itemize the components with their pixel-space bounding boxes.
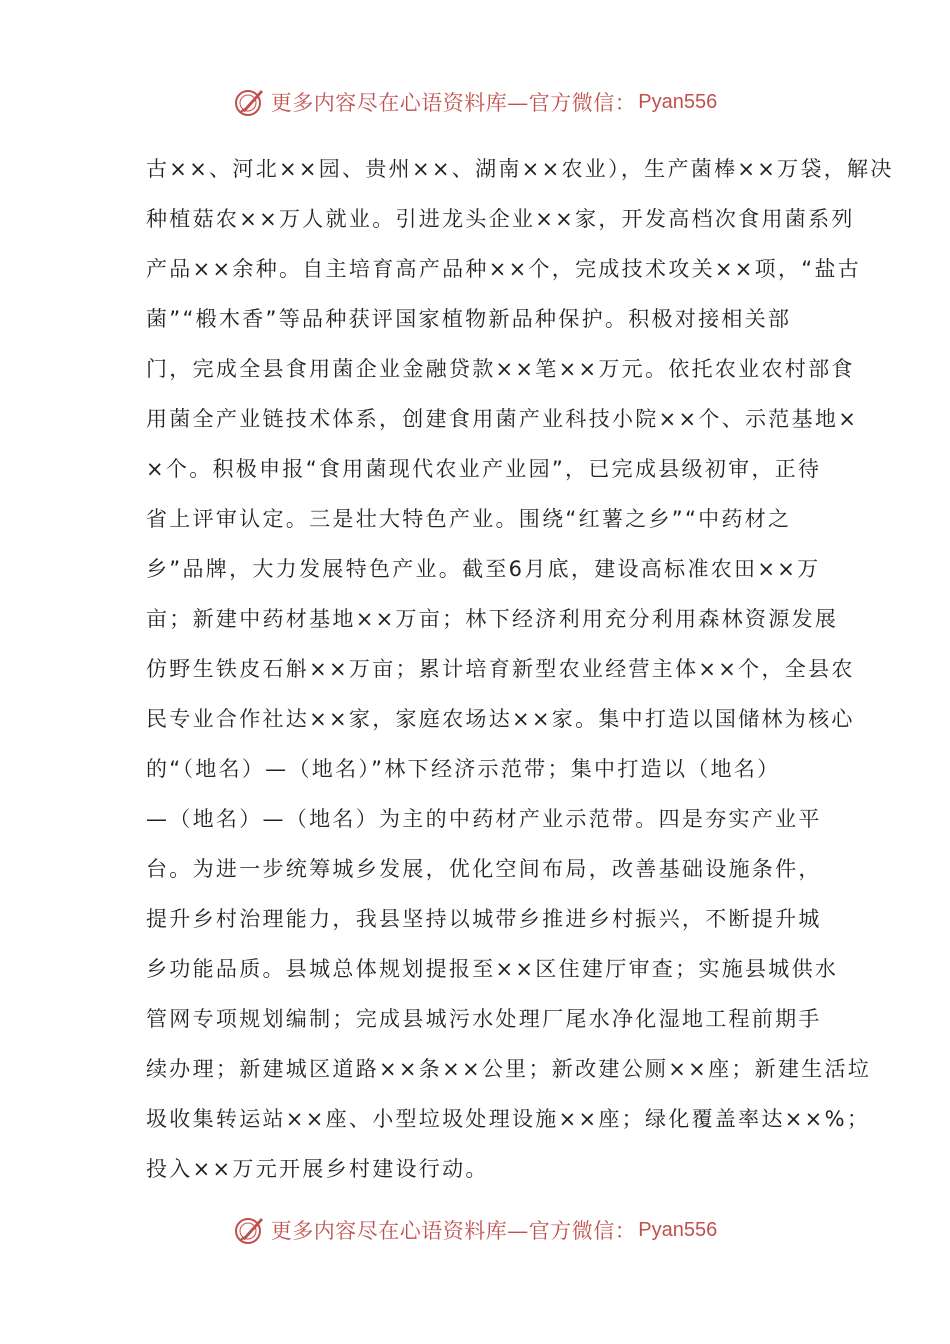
- text-line: 菌”“椴木香”等品种获评国家植物新品种保护。积极对接相关部: [146, 307, 792, 331]
- text-line: 的“（地名）—（地名）”林下经济示范带；集中打造以（地名）: [146, 757, 781, 781]
- header-banner: [0, 80, 950, 124]
- banner-wechat-handle: Pyan556: [638, 1218, 718, 1241]
- text-line: 乡功能品质。县城总体规划提报至××区住建厅审查；实施县城供水: [146, 957, 839, 981]
- banner-brand-text: 更多内容尽在心语资料库—官方微信：: [270, 91, 637, 115]
- text-line: 提升乡村治理能力，我县坚持以城带乡推进乡村振兴，不断提升城: [146, 907, 822, 931]
- text-line: 门，完成全县食用菌企业金融贷款××笔××万元。依托农业农村部食: [146, 357, 855, 381]
- text-line: 续办理；新建城区道路××条××公里；新改建公厕××座；新建生活垃: [146, 1057, 872, 1081]
- text-line: 台。为进一步统筹城乡发展，优化空间布局，改善基础设施条件，: [146, 857, 822, 881]
- text-line: 投入××万元开展乡村建设行动。: [146, 1157, 489, 1181]
- text-line: 省上评审认定。三是壮大特色产业。围绕“红薯之乡”“中药材之: [146, 507, 792, 531]
- text-line: 古××、河北××园、贵州××、湖南××农业），生产菌棒××万袋，解决: [146, 157, 894, 181]
- footer-banner: [0, 1208, 950, 1252]
- banner-brand-text: 更多内容尽在心语资料库—官方微信：: [270, 1219, 637, 1243]
- text-line: ×个。积极申报“食用菌现代农业产业园”，已完成县级初审，正待: [146, 457, 822, 481]
- text-line: 民专业合作社达××家，家庭农场达××家。集中打造以国储林为核心: [146, 707, 855, 731]
- text-line: 种植菇农××万人就业。引进龙头企业××家，开发高档次食用菌系列: [146, 207, 855, 231]
- quill-circle-icon: [233, 85, 267, 119]
- text-line: 亩；新建中药材基地××万亩；林下经济利用充分利用森林资源发展: [146, 607, 839, 631]
- text-line: 管网专项规划编制；完成县城污水处理厂尾水净化湿地工程前期手: [146, 1007, 822, 1031]
- quill-circle-icon: [233, 1213, 267, 1247]
- banner-wechat-handle: Pyan556: [638, 90, 718, 113]
- text-line: 用菌全产业链技术体系，创建食用菌产业科技小院××个、示范基地×: [146, 407, 859, 431]
- text-line: 乡”品牌，大力发展特色产业。截至6月底，建设高标准农田××万: [146, 557, 821, 581]
- text-line: 产品××余种。自主培育高产品种××个，完成技术攻关××项，“盐古: [146, 257, 862, 281]
- text-line: 圾收集转运站××座、小型垃圾处理设施××座；绿化覆盖率达××%；: [146, 1107, 871, 1131]
- text-line: —（地名）—（地名）为主的中药材产业示范带。四是夯实产业平: [146, 807, 822, 831]
- text-line: 仿野生铁皮石斛××万亩；累计培育新型农业经营主体××个，全县农: [146, 657, 855, 681]
- document-body: [146, 144, 894, 1194]
